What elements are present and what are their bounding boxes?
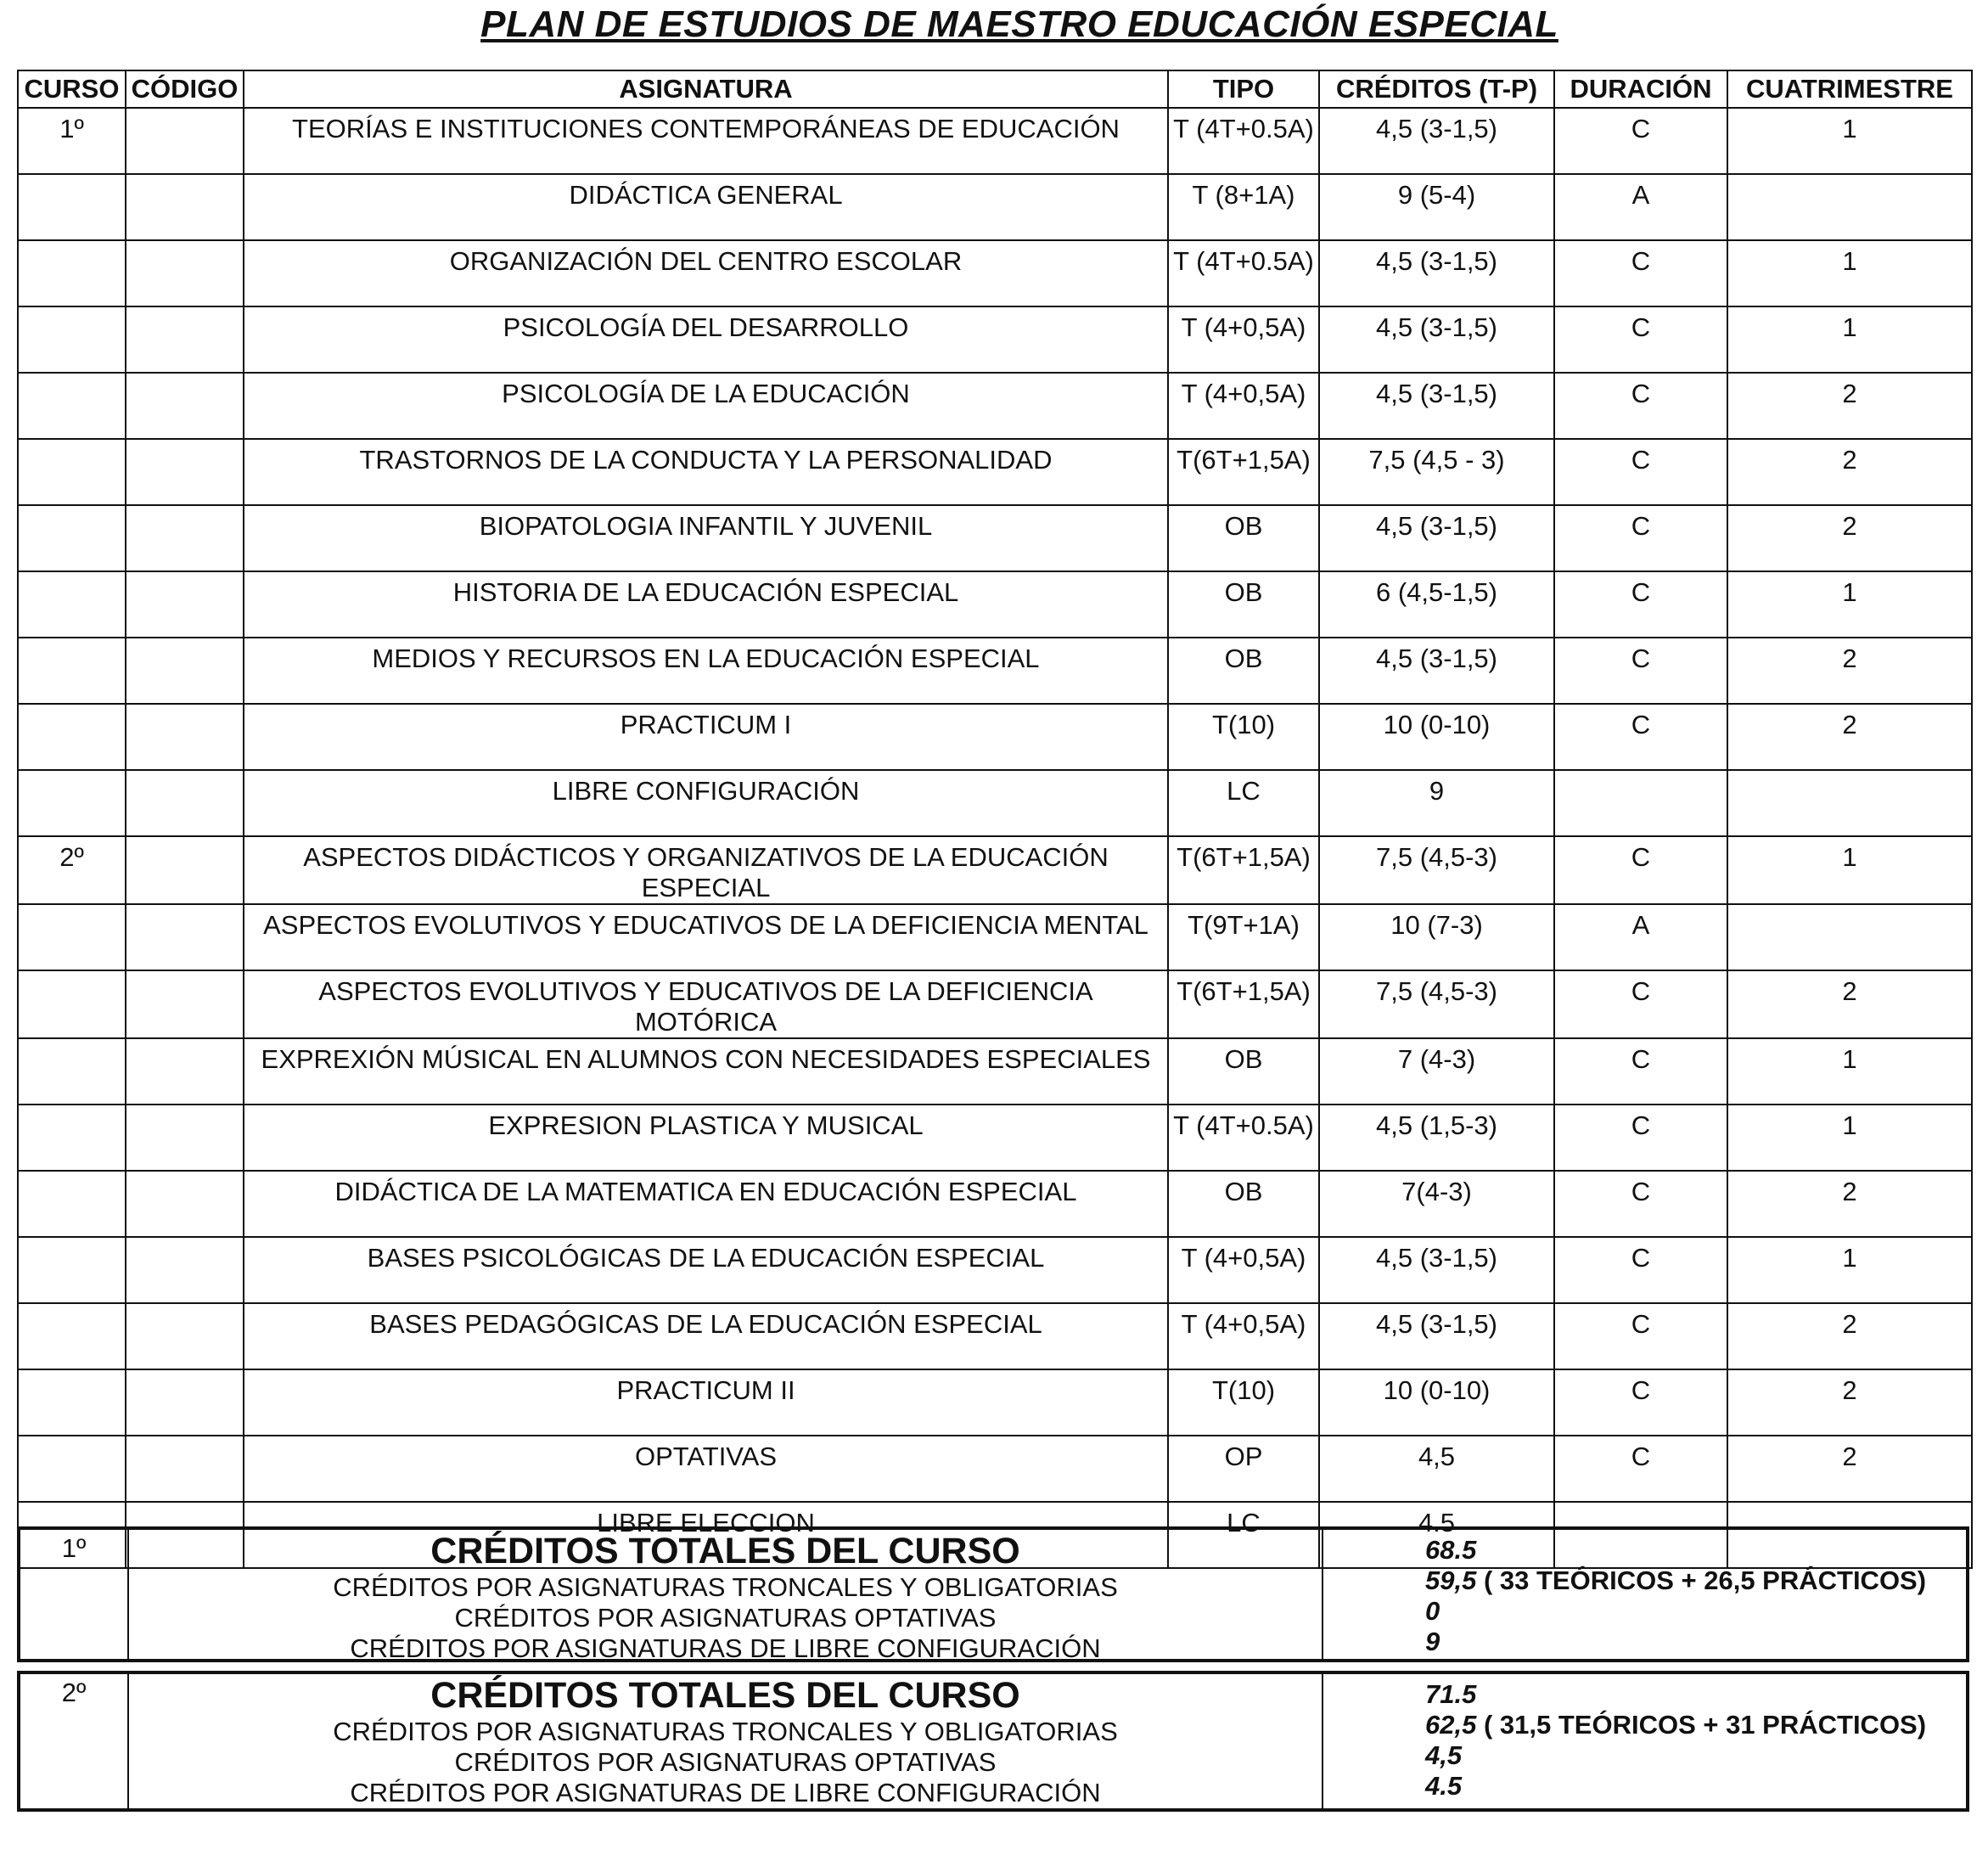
cell-asignatura: EXPREXIÓN MÚSICAL EN ALUMNOS CON NECESIDADES ESPECIALES	[244, 1038, 1168, 1105]
totals-line-optativas: CRÉDITOS POR ASIGNATURAS OPTATIVAS	[454, 1603, 997, 1633]
cell-creditos: 4,5 (3-1,5)	[1319, 1303, 1554, 1369]
cell-tipo: T (4+0,5A)	[1168, 373, 1319, 439]
header-duracion: DURACIÓN	[1554, 70, 1727, 108]
cell-codigo	[126, 1237, 244, 1303]
totals-heading: CRÉDITOS TOTALES DEL CURSO	[430, 1675, 1020, 1716]
totals-labels	[129, 1674, 1323, 1808]
totals-line-optativas: CRÉDITOS POR ASIGNATURAS OPTATIVAS	[454, 1747, 997, 1777]
totals-line-libre: CRÉDITOS POR ASIGNATURAS DE LIBRE CONFIGURACIÓN	[350, 1778, 1101, 1807]
cell-creditos: 7,5 (4,5-3)	[1319, 970, 1554, 1038]
cell-curso	[18, 373, 126, 439]
cell-codigo	[126, 704, 244, 770]
cell-curso	[18, 1171, 126, 1237]
cell-cuatrimestre: 1	[1727, 1237, 1972, 1303]
totals-value-total: 71.5	[1425, 1679, 1477, 1709]
cell-cuatrimestre: 1	[1727, 836, 1972, 904]
cell-duracion	[1554, 770, 1727, 836]
table-row	[18, 1237, 1972, 1303]
cell-curso: 2º	[18, 836, 126, 904]
cell-tipo: T (4+0,5A)	[1168, 1303, 1319, 1369]
cell-duracion: C	[1554, 704, 1727, 770]
cell-curso	[18, 704, 126, 770]
cell-cuatrimestre: 1	[1727, 1105, 1972, 1171]
table-row	[18, 108, 1972, 174]
cell-curso	[18, 1237, 126, 1303]
cell-curso	[18, 1038, 126, 1105]
cell-duracion: C	[1554, 505, 1727, 571]
cell-duracion: C	[1554, 571, 1727, 638]
cell-duracion: C	[1554, 306, 1727, 373]
totals-value-libre: 4.5	[1425, 1771, 1463, 1801]
cell-tipo: T (4T+0.5A)	[1168, 108, 1319, 174]
cell-creditos: 4,5 (3-1,5)	[1319, 306, 1554, 373]
cell-creditos: 7,5 (4,5 - 3)	[1319, 439, 1554, 505]
cell-creditos: 7,5 (4,5-3)	[1319, 836, 1554, 904]
cell-codigo	[126, 439, 244, 505]
cell-tipo: T (4T+0.5A)	[1168, 1105, 1319, 1171]
cell-codigo	[126, 174, 244, 240]
cell-duracion: C	[1554, 1171, 1727, 1237]
cell-asignatura: PSICOLOGÍA DE LA EDUCACIÓN	[244, 373, 1168, 439]
table-row	[18, 174, 1972, 240]
cell-codigo	[126, 505, 244, 571]
cell-duracion: C	[1554, 638, 1727, 704]
cell-cuatrimestre: 2	[1727, 439, 1972, 505]
cell-codigo	[126, 836, 244, 904]
cell-asignatura: PRACTICUM II	[244, 1369, 1168, 1436]
cell-tipo: T (4+0,5A)	[1168, 306, 1319, 373]
cell-asignatura: BASES PSICOLÓGICAS DE LA EDUCACIÓN ESPECIAL	[244, 1237, 1168, 1303]
cell-asignatura: BIOPATOLOGIA INFANTIL Y JUVENIL	[244, 505, 1168, 571]
totals-value-troncales-breakdown: ( 33 TEÓRICOS + 26,5 PRÁCTICOS)	[1476, 1566, 1927, 1595]
cell-cuatrimestre: 2	[1727, 1171, 1972, 1237]
cell-asignatura: DIDÁCTICA GENERAL	[244, 174, 1168, 240]
cell-asignatura: EXPRESION PLASTICA Y MUSICAL	[244, 1105, 1168, 1171]
cell-codigo	[126, 571, 244, 638]
table-row	[18, 1436, 1972, 1502]
cell-curso: 1º	[18, 108, 126, 174]
cell-duracion: A	[1554, 174, 1727, 240]
cell-tipo: OB	[1168, 1038, 1319, 1105]
cell-curso	[18, 770, 126, 836]
cell-creditos: 6 (4,5-1,5)	[1319, 571, 1554, 638]
cell-creditos: 4,5	[1319, 1436, 1554, 1502]
header-curso: CURSO	[18, 70, 126, 108]
cell-duracion: C	[1554, 1038, 1727, 1105]
cell-creditos: 7(4-3)	[1319, 1171, 1554, 1237]
cell-creditos: 4.5	[1319, 1502, 1554, 1568]
cell-asignatura: OPTATIVAS	[244, 1436, 1168, 1502]
cell-duracion: C	[1554, 240, 1727, 306]
cell-tipo: T(6T+1,5A)	[1168, 439, 1319, 505]
cell-asignatura: LIBRE CONFIGURACIÓN	[244, 770, 1168, 836]
cell-cuatrimestre: 2	[1727, 1436, 1972, 1502]
cell-codigo	[126, 1038, 244, 1105]
cell-duracion: C	[1554, 1105, 1727, 1171]
cell-duracion: C	[1554, 373, 1727, 439]
cell-codigo	[126, 904, 244, 970]
cell-creditos: 10 (0-10)	[1319, 1369, 1554, 1436]
table-row	[18, 1038, 1972, 1105]
cell-asignatura: BASES PEDAGÓGICAS DE LA EDUCACIÓN ESPECIAL	[244, 1303, 1168, 1369]
cell-asignatura: HISTORIA DE LA EDUCACIÓN ESPECIAL	[244, 571, 1168, 638]
cell-duracion: C	[1554, 836, 1727, 904]
header-codigo: CÓDIGO	[126, 70, 244, 108]
table-row	[18, 836, 1972, 904]
table-row	[18, 770, 1972, 836]
totals-curso: 1º	[20, 1530, 129, 1659]
table-row	[18, 1105, 1972, 1171]
cell-creditos: 4,5 (3-1,5)	[1319, 108, 1554, 174]
totals-value-troncales-number: 62,5	[1425, 1710, 1477, 1740]
cell-asignatura: PRACTICUM I	[244, 704, 1168, 770]
cell-cuatrimestre: 2	[1727, 638, 1972, 704]
totals-value-troncales	[1425, 1566, 1966, 1596]
cell-tipo: OB	[1168, 638, 1319, 704]
cell-asignatura: LIBRE ELECCION	[244, 1502, 1168, 1568]
cell-asignatura: TEORÍAS E INSTITUCIONES CONTEMPORÁNEAS DE EDUCACIÓN	[244, 108, 1168, 174]
cell-tipo: T (4+0,5A)	[1168, 1237, 1319, 1303]
cell-tipo: LC	[1168, 770, 1319, 836]
cell-duracion: C	[1554, 439, 1727, 505]
cell-duracion: A	[1554, 904, 1727, 970]
cell-tipo: T (8+1A)	[1168, 174, 1319, 240]
cell-tipo: OB	[1168, 1171, 1319, 1237]
cell-cuatrimestre: 2	[1727, 505, 1972, 571]
cell-creditos: 9	[1319, 770, 1554, 836]
table-body	[18, 108, 1972, 1568]
table-row	[18, 306, 1972, 373]
cell-curso	[18, 1303, 126, 1369]
cell-tipo: T(10)	[1168, 1369, 1319, 1436]
cell-curso	[18, 306, 126, 373]
cell-asignatura: ORGANIZACIÓN DEL CENTRO ESCOLAR	[244, 240, 1168, 306]
totals-curso: 2º	[20, 1674, 129, 1808]
cell-curso	[18, 1436, 126, 1502]
cell-asignatura: DIDÁCTICA DE LA MATEMATICA EN EDUCACIÓN ESPECIAL	[244, 1171, 1168, 1237]
totals-value-optativas: 0	[1425, 1596, 1440, 1626]
cell-duracion: C	[1554, 970, 1727, 1038]
totals-values	[1323, 1530, 1966, 1659]
totals-value-troncales-number: 59,5	[1425, 1566, 1477, 1595]
cell-codigo	[126, 770, 244, 836]
header-cuatrimestre: CUATRIMESTRE	[1727, 70, 1972, 108]
totals-line-troncales: CRÉDITOS POR ASIGNATURAS TRONCALES Y OBLIGATORIAS	[333, 1717, 1118, 1746]
cell-tipo: T(10)	[1168, 704, 1319, 770]
totals-box-year-1	[17, 1526, 1969, 1662]
table-header-row	[18, 70, 1972, 108]
totals-value-troncales	[1425, 1710, 1966, 1740]
cell-asignatura: ASPECTOS EVOLUTIVOS Y EDUCATIVOS DE LA DEFICIENCIA MOTÓRICA	[244, 970, 1168, 1038]
cell-curso	[18, 970, 126, 1038]
cell-cuatrimestre: 2	[1727, 373, 1972, 439]
cell-codigo	[126, 970, 244, 1038]
cell-asignatura: TRASTORNOS DE LA CONDUCTA Y LA PERSONALIDAD	[244, 439, 1168, 505]
cell-creditos: 4,5 (1,5-3)	[1319, 1105, 1554, 1171]
cell-curso	[18, 1105, 126, 1171]
totals-value-troncales-breakdown: ( 31,5 TEÓRICOS + 31 PRÁCTICOS)	[1476, 1710, 1927, 1740]
table-row	[18, 1171, 1972, 1237]
table-row	[18, 970, 1972, 1038]
cell-asignatura: PSICOLOGÍA DEL DESARROLLO	[244, 306, 1168, 373]
cell-asignatura: ASPECTOS DIDÁCTICOS Y ORGANIZATIVOS DE LA EDUCACIÓN ESPECIAL	[244, 836, 1168, 904]
cell-codigo	[126, 1105, 244, 1171]
cell-tipo: T(9T+1A)	[1168, 904, 1319, 970]
cell-duracion: C	[1554, 1369, 1727, 1436]
cell-tipo: OP	[1168, 1436, 1319, 1502]
cell-duracion: C	[1554, 1303, 1727, 1369]
cell-cuatrimestre: 2	[1727, 1369, 1972, 1436]
page-title: PLAN DE ESTUDIOS DE MAESTRO EDUCACIÓN ESPECIAL	[480, 3, 1558, 45]
table-row	[18, 638, 1972, 704]
cell-cuatrimestre: 1	[1727, 306, 1972, 373]
cell-codigo	[126, 638, 244, 704]
table-row	[18, 1303, 1972, 1369]
totals-heading: CRÉDITOS TOTALES DEL CURSO	[430, 1531, 1020, 1571]
cell-codigo	[126, 1369, 244, 1436]
cell-tipo: T (4T+0.5A)	[1168, 240, 1319, 306]
cell-codigo	[126, 108, 244, 174]
cell-codigo	[126, 1171, 244, 1237]
cell-curso	[18, 174, 126, 240]
header-creditos: CRÉDITOS (T-P)	[1319, 70, 1554, 108]
cell-curso	[18, 240, 126, 306]
cell-curso	[18, 904, 126, 970]
table-row	[18, 571, 1972, 638]
cell-creditos: 4,5 (3-1,5)	[1319, 240, 1554, 306]
table-row	[18, 505, 1972, 571]
cell-cuatrimestre: 1	[1727, 108, 1972, 174]
table-row	[18, 439, 1972, 505]
cell-creditos: 7 (4-3)	[1319, 1038, 1554, 1105]
cell-codigo	[126, 306, 244, 373]
cell-curso	[18, 571, 126, 638]
cell-creditos: 4,5 (3-1,5)	[1319, 505, 1554, 571]
table-row	[18, 240, 1972, 306]
cell-duracion: C	[1554, 1237, 1727, 1303]
study-plan-table	[17, 70, 1973, 1569]
cell-tipo: T(6T+1,5A)	[1168, 970, 1319, 1038]
cell-cuatrimestre	[1727, 174, 1972, 240]
header-asignatura: ASIGNATURA	[244, 70, 1168, 108]
cell-cuatrimestre: 2	[1727, 704, 1972, 770]
cell-tipo: LC	[1168, 1502, 1319, 1568]
cell-creditos: 9 (5-4)	[1319, 174, 1554, 240]
totals-line-troncales: CRÉDITOS POR ASIGNATURAS TRONCALES Y OBLIGATORIAS	[333, 1572, 1118, 1602]
cell-duracion: C	[1554, 108, 1727, 174]
totals-value-total: 68.5	[1425, 1535, 1477, 1565]
cell-cuatrimestre: 2	[1727, 1303, 1972, 1369]
cell-tipo: T(6T+1,5A)	[1168, 836, 1319, 904]
cell-codigo	[126, 1303, 244, 1369]
cell-codigo	[126, 373, 244, 439]
cell-duracion: C	[1554, 1436, 1727, 1502]
totals-box-year-2	[17, 1671, 1969, 1812]
cell-curso	[18, 439, 126, 505]
cell-codigo	[126, 1436, 244, 1502]
cell-cuatrimestre: 2	[1727, 970, 1972, 1038]
cell-creditos: 4,5 (3-1,5)	[1319, 638, 1554, 704]
table-row	[18, 1369, 1972, 1436]
totals-line-libre: CRÉDITOS POR ASIGNATURAS DE LIBRE CONFIGURACIÓN	[350, 1633, 1101, 1663]
cell-asignatura: ASPECTOS EVOLUTIVOS Y EDUCATIVOS DE LA DEFICIENCIA MENTAL	[244, 904, 1168, 970]
table-row	[18, 373, 1972, 439]
cell-curso	[18, 505, 126, 571]
header-tipo: TIPO	[1168, 70, 1319, 108]
table-row	[18, 704, 1972, 770]
cell-cuatrimestre	[1727, 904, 1972, 970]
cell-creditos: 4,5 (3-1,5)	[1319, 1237, 1554, 1303]
cell-tipo: OB	[1168, 505, 1319, 571]
cell-cuatrimestre: 1	[1727, 571, 1972, 638]
totals-values	[1323, 1674, 1966, 1808]
cell-cuatrimestre: 1	[1727, 1038, 1972, 1105]
cell-curso	[18, 638, 126, 704]
cell-cuatrimestre	[1727, 770, 1972, 836]
totals-value-libre: 9	[1425, 1627, 1440, 1656]
cell-asignatura: MEDIOS Y RECURSOS EN LA EDUCACIÓN ESPECIAL	[244, 638, 1168, 704]
cell-creditos: 4,5 (3-1,5)	[1319, 373, 1554, 439]
cell-creditos: 10 (0-10)	[1319, 704, 1554, 770]
cell-curso	[18, 1369, 126, 1436]
totals-value-optativas: 4,5	[1425, 1740, 1463, 1770]
totals-labels	[129, 1530, 1323, 1663]
cell-codigo	[126, 240, 244, 306]
cell-creditos: 10 (7-3)	[1319, 904, 1554, 970]
table-row	[18, 904, 1972, 970]
cell-cuatrimestre: 1	[1727, 240, 1972, 306]
cell-tipo: OB	[1168, 571, 1319, 638]
